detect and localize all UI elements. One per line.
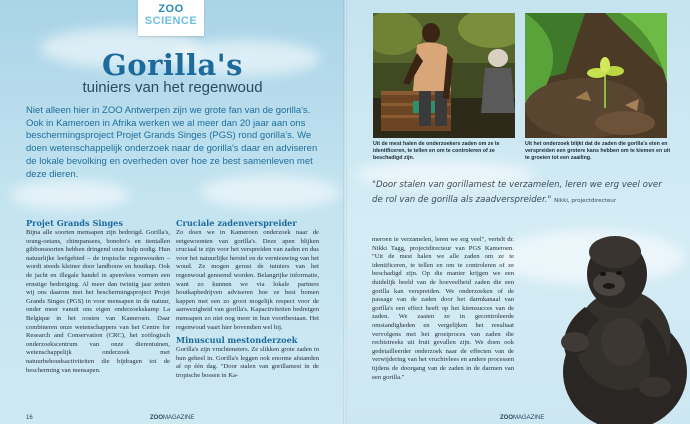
pull-quote-text: "Door stalen van gorillamest te verzamelen, leren we erg veel over de rol van de gorilla als zaadverspreider." bbox=[372, 180, 662, 205]
gorilla-image bbox=[545, 222, 690, 424]
photo-researchers-seeds bbox=[373, 13, 515, 138]
right-magazine-mark bbox=[500, 415, 544, 421]
zoo-science-badge bbox=[138, 0, 204, 36]
column-2 bbox=[176, 218, 319, 384]
photo-seedling bbox=[525, 13, 667, 138]
section-heading-mestonderzoek: Minuscuul mestonderzoek bbox=[176, 335, 298, 346]
magazine-brand-right: ZOO bbox=[500, 415, 513, 421]
column-3-body: meroen te verzamelen, leren we erg veel", vertelt dr. Nikki Tagg, projectdirecteur van PGS Kameroen. "Uit de mest halen we alle zaden om ze te identificeren, te tellen en om te controleren of ze beschadigd zijn. Op die manier krijgen we een duidelijk beeld van de hoeveelheid zaden die een gorilla kan verspreiden. We onderzoeken of de passage van de zaden door het darmkanaal van gorilla's een effect heeft op het kiemsucces van de zaden. We zaaien ze in gecontroleerde omstandigheden en vergelijken het resultaat vervolgens met het groeiproces van zaden die rechtstreeks uit fruit gevallen zijn. We doen ook gedetailleerder onderzoek naar de effecten van de verwijdering van het vruchtvlees en andere processen tijdens de doorgang van de zaden in de darmen van een gorilla." bbox=[372, 236, 514, 381]
magazine-word-right: MAGAZINE bbox=[513, 415, 545, 421]
left-magazine-mark bbox=[150, 415, 194, 421]
column-3 bbox=[372, 236, 514, 385]
section-heading-zadenverspreider: Cruciale zadenverspreider bbox=[176, 218, 297, 228]
column-2-body-1: Zo doen we in Kameroen onderzoek naar de eetgewoonten van gorilla's. Deze apen blijken cruciaal te zijn voor het verspreiden van zaden en dus voor het natuurlijke herstel en de vernieuwing van het woud. Ze mogen gerust de tuiniers van het regenwoud genoemd worden. Belangrijke informatie, want zo kunnen we via lokale partners houtkapbedrijven adviseren hoe ze best bomen kappen met een zo groot mogelijk respect voor de aanwezigheid van gorilla's. Kapactiviteiten bedreigen mensapen zo niet nog meer in hun voortbestaan. Het regenwoud vaart hier bovendien wel bij. bbox=[176, 229, 319, 331]
magazine-brand: ZOO bbox=[150, 415, 163, 421]
caption-photo-1: Uit de mest halen de onderzoekers zaden om ze te identificeren, te tellen en om te controleren of ze beschadigd zijn. bbox=[373, 141, 500, 161]
researchers-illustration bbox=[373, 13, 515, 138]
cloud-decoration bbox=[10, 180, 130, 210]
left-page-number: 16 bbox=[26, 415, 33, 421]
badge-brand: ZOO bbox=[158, 3, 184, 15]
page-spine bbox=[343, 0, 347, 424]
pull-quote bbox=[372, 178, 672, 209]
article-subtitle: tuiniers van het regenwoud bbox=[82, 79, 263, 96]
caption-photo-2: Uit het onderzoek blijkt dat de zaden die gorilla's eten en verspreiden een grotere kans hebben om te kiemen en uit te groeien tot een zaailing. bbox=[525, 141, 671, 161]
badge-section: SCIENCE bbox=[144, 15, 198, 27]
pull-quote-attribution: Nikki, projectdirecteur bbox=[554, 198, 617, 204]
column-2-body-2: Gorilla's zijn vruchteneters. Ze slikken grote zaden in hun geheel in. Gorilla's leggen ook enorme afstanden af op één dag. "Door stalen van gorillamest in de tropische bossen in Ka- bbox=[176, 346, 319, 379]
column-1 bbox=[26, 218, 170, 378]
magazine-word: MAGAZINE bbox=[163, 415, 195, 421]
column-1-body: Bijna alle soorten mensapen zijn bedreigd. Gorilla's, orang-oetans, chimpansees, bonobo's en tientallen gibbonsoorten hebben dringend onze hulp nodig. Hun natuurlijke leefgebied – de tropische regenwouden – wordt steeds kleiner door landbouw en houtkap. Ook de jacht en illegale handel in apenvlees vormen een ernstige bedreiging. Al meer dan twintig jaar zetten wij ons daarom met het beschermingsproject Projet Grands Singes (PGS) in voor mensapen in de natuur, onder meer vanuit ons eigen onderzoekskamp La Belgique in het oosten van Kameroen. Daar combineren onze wetenschappers van het Centre for Research and Conservation (CRC), het zoölogisch onderzoekscentrum van onze dierentuinen, wetenschappelijk onderzoek met natuurbehoudsactiviteiten die bijdragen tot de bescherming van mensapen. bbox=[26, 229, 170, 374]
section-heading-projet: Projet Grands Singes bbox=[26, 218, 124, 228]
article-title: Gorilla's bbox=[102, 48, 243, 82]
article-intro: Niet alleen hier in ZOO Antwerpen zijn we grote fan van de gorilla's. Ook in Kameroen in Afrika werken we al meer dan 20 jaar aan ons beschermingsproject Projet Grands Singes (PGS) rond gorilla's. We doen wetenschappelijk onderzoek naar de gorilla's daar en adviseren de lokale bevolking en overheden over hoe ze best samenleven met deze dieren. bbox=[26, 105, 318, 180]
seedling-illustration bbox=[525, 13, 667, 138]
